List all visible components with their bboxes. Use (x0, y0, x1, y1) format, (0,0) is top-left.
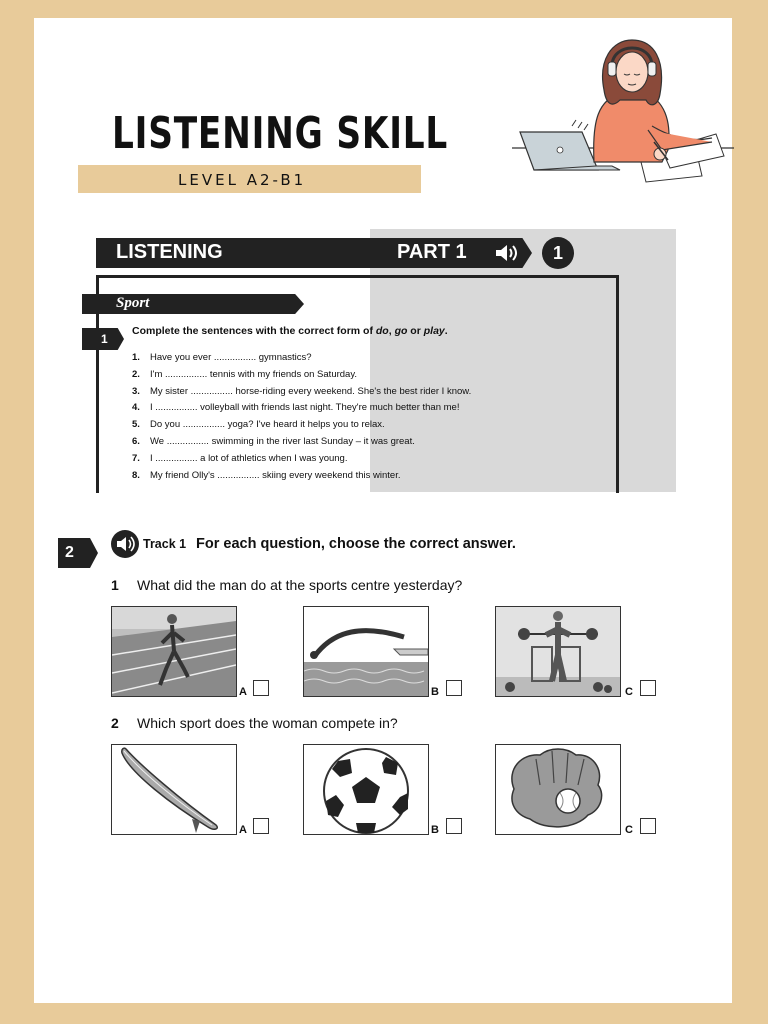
football-image (303, 744, 429, 835)
question-text: Which sport does the woman compete in? (137, 715, 398, 731)
sentence-text: I ................ a lot of athletics when I was young. (150, 452, 348, 464)
instruction-period: . (444, 325, 448, 337)
sentence-item (132, 369, 471, 386)
option-b-checkbox[interactable] (446, 818, 462, 834)
sentence-item (132, 453, 471, 470)
option-b-label: B (431, 824, 439, 836)
sentence-text: I ................ volleyball with friends last night. They're much better than me! (150, 402, 460, 414)
sentence-number: 1. (132, 352, 140, 363)
headphones-illustration (512, 30, 734, 190)
sentence-text: I'm ................ tennis with my friends on Saturday. (150, 368, 358, 380)
instruction-text: Complete the sentences with the correct form of (132, 325, 376, 337)
question-1 (111, 577, 462, 593)
sentence-number: 7. (132, 452, 140, 464)
option-c-checkbox[interactable] (640, 680, 656, 696)
part-label: PART 1 (397, 241, 467, 263)
sentence-item (132, 352, 471, 369)
sentence-number: 6. (132, 435, 140, 447)
option-a-checkbox[interactable] (253, 818, 269, 834)
question-2 (111, 715, 398, 731)
level-label: LEVEL A2-B1 (178, 171, 307, 189)
option-b-label: B (431, 686, 439, 698)
instruction-or: or (407, 325, 424, 337)
exercise-frame-right (616, 275, 619, 493)
option-c-label: C (625, 686, 633, 698)
speaker-icon (494, 243, 520, 263)
sentence-text: My sister ................ horse-riding every weekend. She's the best rider I know. (150, 385, 472, 397)
sentence-number: 4. (132, 402, 140, 414)
sentence-number: 8. (132, 469, 140, 481)
sentence-text: We ................ swimming in the river last Sunday – it was great. (150, 435, 415, 447)
option-b-checkbox[interactable] (446, 680, 462, 696)
verb-go: go (394, 325, 408, 337)
runner-image (111, 606, 237, 697)
track-speaker-icon[interactable] (111, 530, 139, 558)
listening-label: LISTENING (116, 241, 223, 263)
option-a-label: A (239, 686, 247, 698)
option-a-label: A (239, 824, 247, 836)
sentence-list (132, 352, 471, 486)
verb-play: play (423, 325, 445, 337)
sentence-item (132, 386, 471, 403)
question-number: 1 (111, 577, 119, 593)
diver-image (303, 606, 429, 697)
sentence-text: Have you ever ................ gymnastics? (150, 352, 312, 363)
option-a-checkbox[interactable] (253, 680, 269, 696)
exercise-frame-top (96, 275, 619, 278)
exercise-1-instruction (132, 325, 448, 337)
sentence-number: 3. (132, 385, 140, 397)
exercise-2-badge (58, 538, 98, 568)
baseball-glove-image (495, 744, 621, 835)
option-c-label: C (625, 824, 633, 836)
weightlifter-image (495, 606, 621, 697)
exercise-2-number: 2 (65, 544, 74, 561)
sentence-item (132, 402, 471, 419)
part-number-badge: 1 (542, 237, 574, 269)
exercise-1-number: 1 (101, 332, 108, 346)
track-label: Track 1 (143, 537, 187, 551)
verb-do: do (375, 325, 389, 337)
question-number: 2 (111, 715, 119, 731)
question-text: What did the man do at the sports centre yesterday? (137, 577, 463, 593)
option-c-checkbox[interactable] (640, 818, 656, 834)
sentence-text: Do you ................ yoga? I've heard it helps you to relax. (150, 419, 385, 431)
sentence-number: 5. (132, 419, 140, 431)
sentence-item (132, 470, 471, 487)
sentence-text: My friend Olly's ................ skiing every weekend this winter. (150, 469, 401, 481)
exercise-2-instruction: For each question, choose the correct answer. (196, 536, 516, 552)
sentence-item (132, 419, 471, 436)
sentence-number: 2. (132, 368, 140, 380)
instruction-comma: , (388, 325, 395, 337)
sentence-item (132, 436, 471, 453)
section-title: Sport (116, 295, 150, 311)
surfboard-image (111, 744, 237, 835)
page-title: LISTENING SKILL (112, 108, 449, 159)
